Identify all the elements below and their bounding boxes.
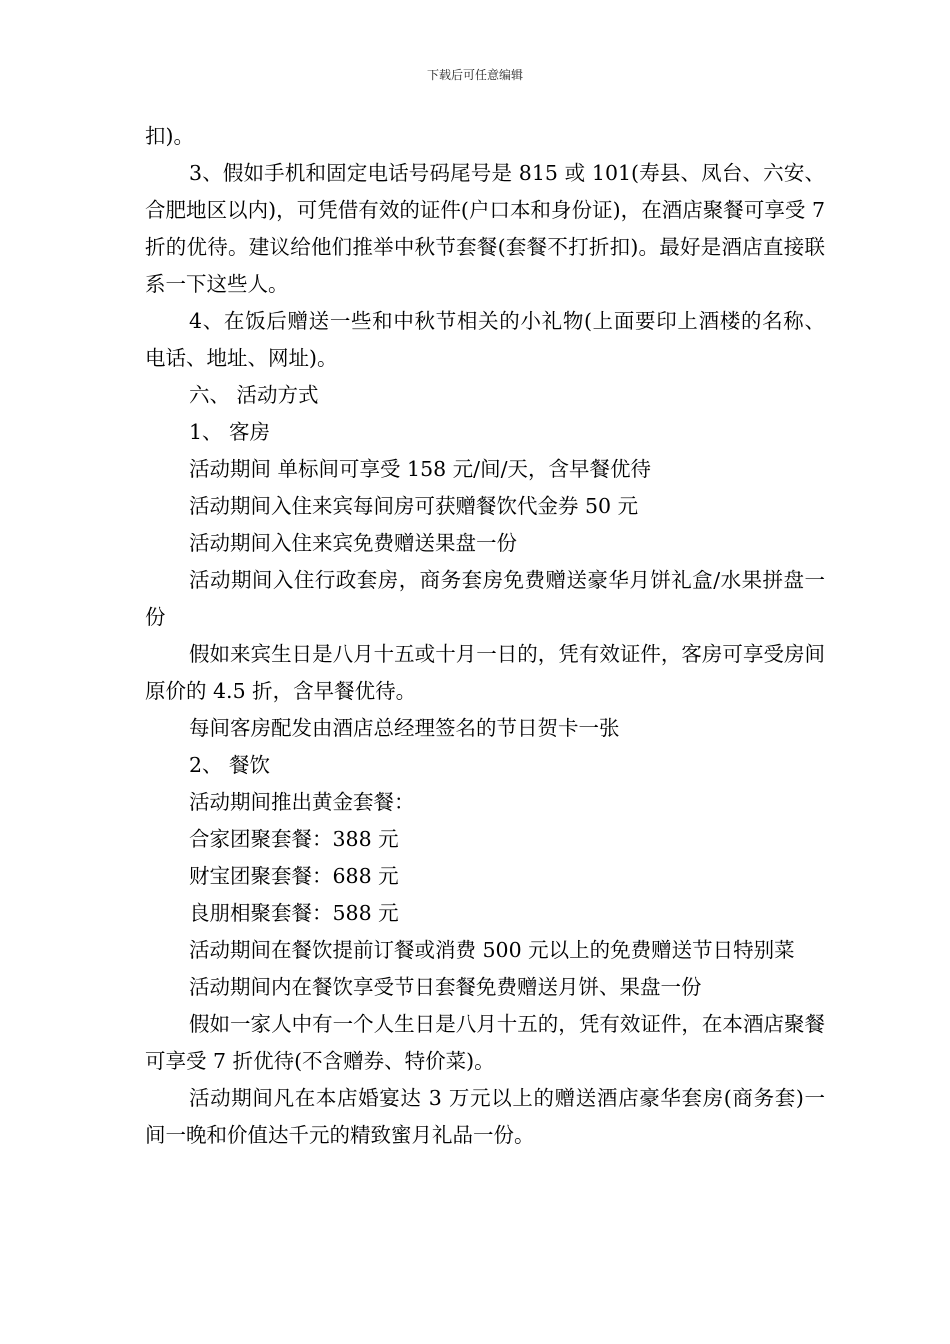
subsection-heading-rooms: 1、 客房 [189, 420, 271, 444]
paragraph-continuation: 扣)。 [145, 124, 194, 148]
paragraph-wedding-banquet-gift: 活动期间凡在本店婚宴达 3 万元以上的赠送酒店豪华套房(商务套)一间一晚和价值达千元的精致蜜月礼品一份。 [145, 1086, 825, 1147]
paragraph-room-fruit-plate: 活动期间入住来宾免费赠送果盘一份 [189, 531, 517, 555]
set-menu-friends-gathering: 良朋相聚套餐：588 元 [189, 901, 399, 925]
paragraph-dining-special-dish: 活动期间在餐饮提前订餐或消费 500 元以上的免费赠送节日特别菜 [189, 938, 795, 962]
paragraph-dining-birthday-discount: 假如一家人中有一个人生日是八月十五的，凭有效证件，在本酒店聚餐可享受 7 折优待(不含赠券、特价菜)。 [145, 1012, 825, 1073]
page-header-note: 下载后可任意编辑 [426, 68, 523, 82]
paragraph-item-3: 3、假如手机和固定电话号码尾号是 815 或 101(寿县、凤台、六安、合肥地区以内)，可凭借有效的证件(户口本和身份证)，在酒店聚餐可享受 7 折的优待。建议给他们推举中秋节套餐(套餐不打折扣)。最好是酒店直接联系一下这些人。 [145, 161, 825, 296]
paragraph-room-standard-rate: 活动期间 单标间可享受 158 元/间/天，含早餐优待 [189, 457, 651, 481]
paragraph-room-birthday-discount: 假如来宾生日是八月十五或十月一日的，凭有效证件，客房可享受房间原价的 4.5 折，含早餐优待。 [145, 642, 825, 703]
set-menu-fortune-reunion: 财宝团聚套餐：688 元 [189, 864, 399, 888]
section-heading-activity-method: 六、 活动方式 [189, 383, 319, 407]
paragraph-gold-set-menu: 活动期间推出黄金套餐： [189, 790, 415, 814]
paragraph-room-greeting-card: 每间客房配发由酒店总经理签名的节日贺卡一张 [189, 716, 620, 740]
subsection-heading-dining: 2、 餐饮 [189, 753, 271, 777]
paragraph-room-voucher: 活动期间入住来宾每间房可获赠餐饮代金券 50 元 [189, 494, 639, 518]
paragraph-dining-mooncake: 活动期间内在餐饮享受节日套餐免费赠送月饼、果盘一份 [189, 975, 702, 999]
paragraph-item-4: 4、在饭后赠送一些和中秋节相关的小礼物(上面要印上酒楼的名称、电话、地址、网址)。 [145, 309, 825, 370]
set-menu-family-reunion: 合家团聚套餐：388 元 [189, 827, 399, 851]
document-body [145, 118, 825, 1154]
paragraph-room-suite-gift: 活动期间入住行政套房，商务套房免费赠送豪华月饼礼盒/水果拼盘一份 [145, 568, 825, 629]
